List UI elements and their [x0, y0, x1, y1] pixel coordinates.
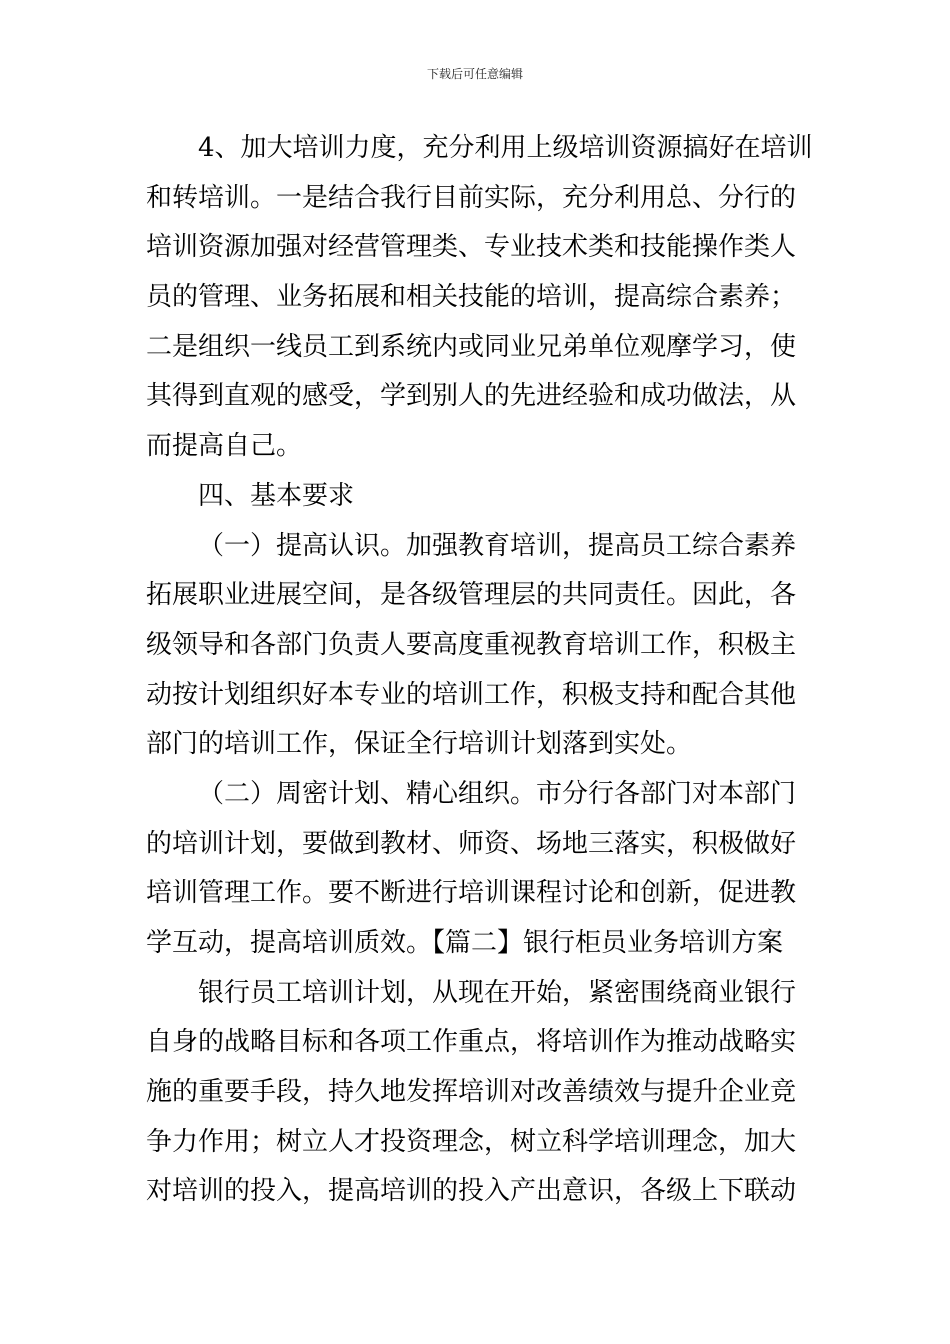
- section-heading: 四、基本要求: [198, 480, 355, 511]
- text-line: 施的重要手段，持久地发挥培训对改善绩效与提升企业竞: [146, 1077, 797, 1108]
- text-line: 对培训的投入，提高培训的投入产出意识，各级上下联动: [146, 1176, 797, 1207]
- document-body: [146, 124, 813, 1217]
- text-line: 级领导和各部门负责人要高度重视教育培训工作，积极主: [146, 629, 797, 660]
- text-line: 的培训计划，要做到教材、师资、场地三落实，积极做好: [146, 828, 797, 859]
- text-line: 二是组织一线员工到系统内或同业兄弟单位观摩学习，使: [146, 331, 797, 362]
- text-line: （二）周密计划、精心组织。市分行各部门对本部门: [198, 778, 797, 809]
- text-line: 学互动，提高培训质效。【篇二】银行柜员业务培训方案: [146, 928, 784, 958]
- text-line: 培训资源加强对经营管理类、专业技术类和技能操作类人: [146, 232, 797, 263]
- text-line: 4、加大培训力度，充分利用上级培训资源搞好在培训: [198, 133, 813, 163]
- text-line: 自身的战略目标和各项工作重点，将培训作为推动战略实: [146, 1027, 797, 1058]
- text-line: 银行员工培训计划，从现在开始，紧密围绕商业银行: [198, 977, 797, 1008]
- text-line: 员的管理、业务拓展和相关技能的培训，提高综合素养；: [146, 282, 797, 313]
- text-line: 其得到直观的感受，学到别人的先进经验和成功做法，从: [146, 381, 797, 412]
- text-line: 动按计划组织好本专业的培训工作，积极支持和配合其他: [146, 679, 797, 710]
- text-line: 和转培训。一是结合我行目前实际，充分利用总、分行的: [146, 182, 797, 213]
- text-line: （一）提高认识。加强教育培训，提高员工综合素养: [198, 530, 797, 561]
- text-line: 培训管理工作。要不断进行培训课程讨论和创新，促进教: [146, 878, 797, 909]
- text-line: 拓展职业进展空间，是各级管理层的共同责任。因此，各: [146, 580, 797, 611]
- text-line: 争力作用；树立人才投资理念，树立科学培训理念，加大: [146, 1126, 797, 1157]
- text-line: 部门的培训工作，保证全行培训计划落到实处。: [146, 729, 693, 760]
- text-line: 而提高自己。: [146, 431, 303, 462]
- page-header: 下载后可任意编辑: [426, 67, 523, 81]
